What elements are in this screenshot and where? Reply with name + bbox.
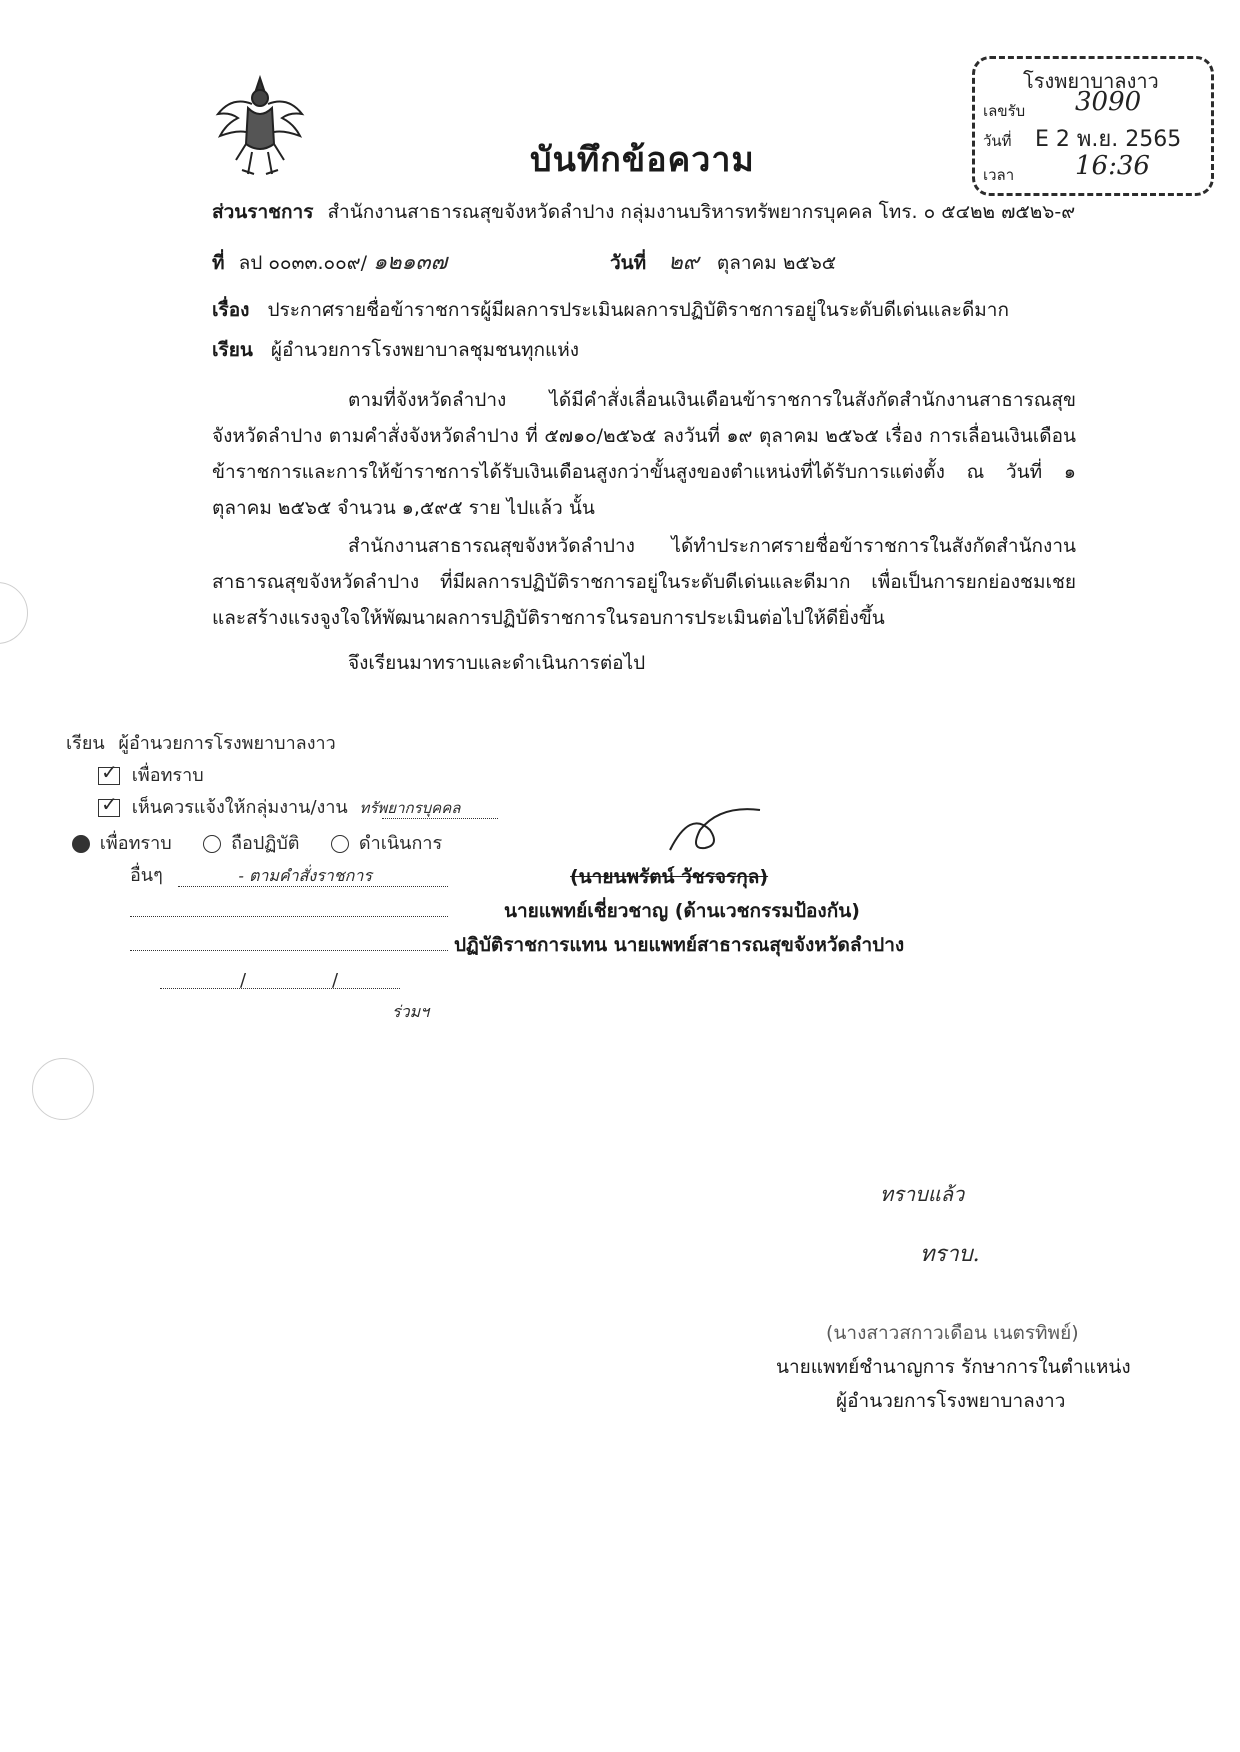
routing-to — [66, 728, 336, 757]
routing-opt3 — [72, 828, 442, 857]
ref-value: ลป ๐๐๓๓.๐๐๙/ — [238, 252, 368, 274]
stamp-hospital: โรงพยาบาลงาว — [1023, 69, 1159, 93]
sender-name — [570, 862, 768, 892]
sender-acting: ปฏิบัติราชการแทน นายแพทย์สาธารณสุขจังหวัดลำปาง — [454, 934, 905, 956]
approval-title: ผู้อำนวยการโรงพยาบาลงาว — [836, 1390, 1066, 1412]
routing-blank-dotline-2 — [130, 950, 448, 951]
stamp-time-label: เวลา — [983, 166, 1015, 184]
sender-position: นายแพทย์เชี่ยวชาญ (ด้านเวชกรรมป้องกัน) — [504, 900, 860, 922]
routing-other-handwritten: - ตามคำสั่งราชการ — [238, 866, 372, 885]
routing-opt3b-label: ถือปฏิบัติ — [231, 833, 300, 854]
to-label: เรียน — [212, 339, 253, 361]
agency-value: สำนักงานสาธารณสุขจังหวัดลำปาง กลุ่มงานบริหารทรัพยากรบุคคล โทร. ๐ ๕๔๒๒ ๗๕๒๖-๙ — [327, 201, 1076, 223]
routing-blank-dotline-1 — [130, 916, 448, 917]
to-value: ผู้อำนวยการโรงพยาบาลชุมชนทุกแห่ง — [270, 339, 580, 361]
routing-to-label: เรียน — [66, 733, 105, 754]
routing-opt2 — [98, 792, 460, 821]
date-rest: ตุลาคม ๒๕๖๕ — [716, 252, 837, 274]
routing-other-dotline — [178, 886, 448, 887]
stamp-receive-no: 3090 — [1075, 87, 1142, 117]
punch-hole-top — [0, 582, 28, 644]
routing-opt3a-label: เพื่อทราบ — [99, 833, 172, 854]
date-line — [610, 244, 836, 279]
body-paragraph-2 — [212, 528, 1076, 636]
agency-line — [212, 197, 1075, 227]
para1-text: ตามที่จังหวัดลำปาง ได้มีคำสั่งเลื่อนเงินเดือนข้าราชการในสังกัดสำนักงานสาธารณสุขจังหวัดลำปาง ตามคำสั่งจังหวัดลำปาง ที่ ๕๗๑๐/๒๕๖๕ ลงวันที่ ๑๙ ตุลาคม ๒๕๖๕ เรื่อง การเลื่อนเงินเดือนข้าราชการและการให้ข้าราชการได้รับเงินเดือนสูงกว่าขั้นสูงของตำแหน่งที่ได้รับการแต่งตั้ง ณ วันที่ ๑ ตุลาคม ๒๕๖๕ จำนวน ๑,๕๙๕ ราย ไปแล้ว นั้น — [212, 389, 1076, 519]
receive-stamp — [972, 56, 1214, 196]
routing-date-slash-2: / — [332, 970, 339, 991]
routing-opt2-label: เห็นควรแจ้งให้กลุ่มงาน/งาน — [131, 797, 348, 818]
document-title: บันทึกข้อความ — [530, 140, 755, 180]
approval-position: นายแพทย์ชำนาญการ รักษาการในตำแหน่ง — [776, 1356, 1131, 1378]
to-line — [212, 335, 579, 365]
stamp-receive-no-label: เลขรับ — [983, 102, 1026, 120]
routing-other — [130, 860, 372, 889]
checkbox-checked-icon: ✓ — [98, 767, 120, 785]
garuda-emblem-icon — [212, 74, 308, 178]
ref-handwritten: ๑๒๑๓๗ — [373, 250, 448, 275]
subject-label: เรื่อง — [212, 299, 250, 321]
para2-text: สำนักงานสาธารณสุขจังหวัดลำปาง ได้ทำประกาศรายชื่อข้าราชการในสังกัดสำนักงานสาธารณสุขจังหวัดลำปาง ที่มีผลการปฏิบัติราชการอยู่ในระดับดีเด่นและดีมาก เพื่อเป็นการยกย่องชมเชยและสร้างแรงจูงใจให้พัฒนาผลการปฏิบัติราชการในรอบการประเมินต่อไปให้ดียิ่งขึ้น — [212, 535, 1076, 629]
approval-name: (นางสาวสกาวเดือน เนตรทิพย์) — [826, 1322, 1079, 1344]
routing-date-dotline — [160, 988, 400, 989]
routing-opt1 — [98, 760, 204, 789]
routing-opt3c-label: ดำเนินการ — [358, 833, 443, 854]
stamp-date-label: วันที่ — [983, 132, 1012, 150]
subject-value: ประกาศรายชื่อข้าราชการผู้มีผลการประเมินผลการปฏิบัติราชการอยู่ในระดับดีเด่นและดีมาก — [267, 299, 1009, 321]
ref-line — [212, 244, 447, 279]
radio-icon — [203, 835, 221, 853]
closing-line: จึงเรียนมาทราบและดำเนินการต่อไป — [348, 652, 646, 674]
routing-to-value: ผู้อำนวยการโรงพยาบาลงาว — [118, 733, 336, 754]
stamp-time-value: 16:36 — [1075, 151, 1150, 181]
routing-opt2-dotline — [382, 818, 498, 819]
radio-icon — [72, 835, 90, 853]
routing-date-slash-1: / — [240, 970, 247, 991]
approval-note-1: ทราบแล้ว — [880, 1182, 965, 1206]
date-day: ๒๙ — [668, 250, 699, 275]
routing-other-label: อื่นๆ — [130, 865, 163, 886]
sender-signature — [650, 800, 770, 860]
sender-name-text: (นายนพรัตน์ วัชรจรกุล) — [570, 866, 769, 888]
routing-opt2-handwritten: ทรัพยากรบุคคล — [359, 799, 461, 817]
radio-slashed-icon — [331, 835, 349, 853]
approval-note-2: ทราบ. — [920, 1242, 980, 1267]
routing-initials: ร่วมฯ — [392, 1002, 430, 1021]
body-paragraph-1 — [212, 382, 1076, 526]
punch-hole-bottom — [32, 1058, 94, 1120]
agency-label: ส่วนราชการ — [212, 201, 314, 223]
date-label: วันที่ — [610, 252, 647, 274]
subject-line — [212, 295, 1009, 325]
stamp-date-value: E 2 พ.ย. 2565 — [1035, 127, 1182, 152]
checkbox-checked-icon: ✓ — [98, 799, 120, 817]
routing-opt1-label: เพื่อทราบ — [131, 765, 204, 786]
ref-label: ที่ — [212, 252, 225, 274]
